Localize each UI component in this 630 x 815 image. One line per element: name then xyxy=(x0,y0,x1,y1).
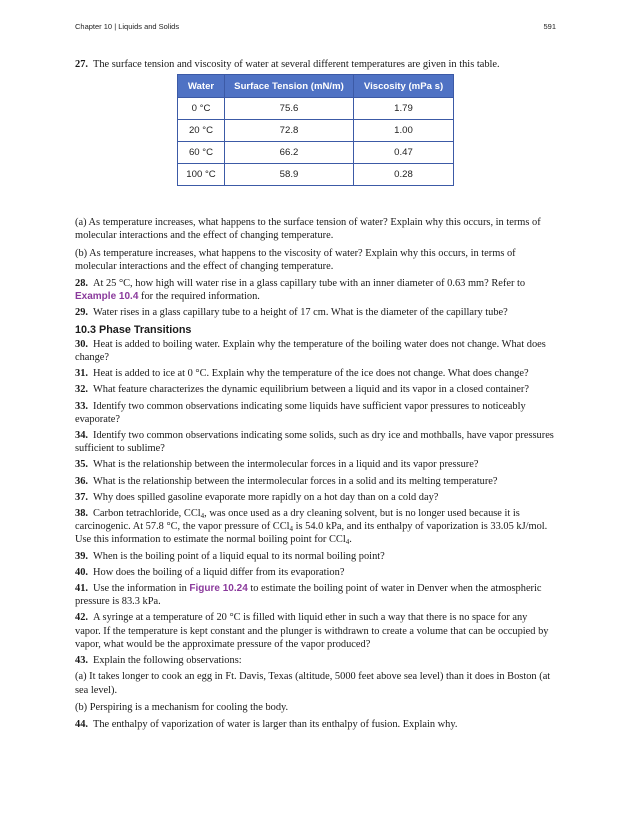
question-number: 32. xyxy=(75,384,88,396)
question-number: 39. xyxy=(75,550,88,562)
question-number: 36. xyxy=(75,475,88,487)
table-cell-viscosity: 1.79 xyxy=(354,98,454,120)
question-text: Heat is added to boiling water. Explain why the temperature of the boiling water does not change. What does change? xyxy=(75,338,546,364)
question-number: 43. xyxy=(75,655,88,667)
question-text: , was once used as a dry cleaning solvent, but is no longer used because it is carcinogenic. At 57.8 °C, the vapor pressure of CCl xyxy=(75,508,520,533)
table-row xyxy=(178,98,454,120)
table-header-surface-tension: Surface Tension (mN/m) xyxy=(225,75,354,98)
question-text: Heat is added to ice at 0 °C. Explain why the temperature of the ice does not change. What does change? xyxy=(93,368,529,380)
question-number: 44. xyxy=(75,718,88,730)
table-cell-surface-tension: 72.8 xyxy=(225,120,354,142)
question-32 xyxy=(75,383,555,396)
subscript: 4 xyxy=(200,512,205,521)
table-cell-temperature: 60 °C xyxy=(178,142,225,164)
question-number: 38. xyxy=(75,508,88,520)
question-text: Carbon tetrachloride, CCl xyxy=(93,508,201,520)
question-number: 31. xyxy=(75,368,88,380)
question-number: 37. xyxy=(75,491,88,503)
question-text: What feature characterizes the dynamic equilibrium between a liquid and its vapor in a closed container? xyxy=(93,384,529,396)
water-properties-table xyxy=(177,74,454,186)
question-number: 30. xyxy=(75,338,88,350)
question-number: 41. xyxy=(75,583,88,595)
question-34 xyxy=(75,429,555,455)
question-text: Water rises in a glass capillary tube to a height of 17 cm. What is the diameter of the capillary tube? xyxy=(93,307,508,319)
question-42 xyxy=(75,611,555,651)
question-text: At 25 °C, how high will water rise in a glass capillary tube with an inner diameter of 0.63 mm? Refer to xyxy=(93,278,526,290)
table-cell-viscosity: 0.28 xyxy=(354,164,454,186)
question-text-continued: for the required information. xyxy=(140,291,260,303)
question-number: 35. xyxy=(75,459,88,471)
question-27-part-b: (b) As temperature increases, what happens to the viscosity of water? Explain why this occurs, in terms of molecular interactions and the effect of changing temperature. xyxy=(75,247,516,272)
question-text: The enthalpy of vaporization of water is larger than its enthalpy of fusion. Explain why. xyxy=(93,718,458,730)
question-44 xyxy=(75,718,555,731)
table-row xyxy=(178,164,454,186)
table-row xyxy=(178,142,454,164)
question-text: Why does spilled gasoline evaporate more rapidly on a hot day than on a cold day? xyxy=(93,491,439,503)
question-40 xyxy=(75,566,555,579)
question-39 xyxy=(75,550,555,563)
table-cell-surface-tension: 58.9 xyxy=(225,164,354,186)
question-number: 29. xyxy=(75,307,88,319)
page-content xyxy=(75,58,555,734)
question-43-part-a: (a) It takes longer to cook an egg in Ft. Davis, Texas (altitude, 5000 feet above sea level) than it does in Boston (at sea level). xyxy=(75,671,551,696)
question-text: When is the boiling point of a liquid equal to its normal boiling point? xyxy=(93,550,385,562)
question-43-part-b: (b) Perspiring is a mechanism for cooling the body. xyxy=(75,701,289,713)
question-33 xyxy=(75,400,555,426)
question-35 xyxy=(75,458,555,471)
question-number: 40. xyxy=(75,566,88,578)
question-text: Identify two common observations indicating some liquids have sufficient vapor pressures to noticeably evaporate? xyxy=(75,400,526,425)
page-number: 591 xyxy=(543,22,556,31)
table-row xyxy=(178,120,454,142)
question-38 xyxy=(75,507,555,547)
table-cell-surface-tension: 75.6 xyxy=(225,98,354,120)
example-10-4-link[interactable]: Example 10.4 xyxy=(75,291,139,303)
question-text: Identify two common observations indicating some solids, such as dry ice and mothballs, have vapor pressures sufficient to sublime? xyxy=(75,430,554,455)
question-text: Explain the following observations: xyxy=(93,655,242,667)
question-text: The surface tension and viscosity of water at several different temperatures are given in this table. xyxy=(93,59,500,70)
table-cell-viscosity: 0.47 xyxy=(354,142,454,164)
question-31 xyxy=(75,367,555,380)
question-27-part-a: (a) As temperature increases, what happens to the surface tension of water? Explain why this occurs, in terms of molecular interactions and the effect of changing temperature. xyxy=(75,217,541,242)
table-header-viscosity: Viscosity (mPa s) xyxy=(354,75,454,98)
table-header-water: Water xyxy=(178,75,225,98)
question-number: 27. xyxy=(75,59,88,70)
chapter-title: Chapter 10 | Liquids and Solids xyxy=(75,22,180,31)
question-text: What is the relationship between the intermolecular forces in a liquid and its vapor pressure? xyxy=(93,459,479,471)
question-text: . xyxy=(349,534,352,546)
table-cell-temperature: 100 °C xyxy=(178,164,225,186)
question-27 xyxy=(75,58,555,71)
table-cell-temperature: 20 °C xyxy=(178,120,225,142)
figure-10-24-link[interactable]: Figure 10.24 xyxy=(189,583,248,595)
table-cell-surface-tension: 66.2 xyxy=(225,142,354,164)
question-29 xyxy=(75,306,555,319)
question-36 xyxy=(75,475,555,488)
question-41 xyxy=(75,582,555,608)
table-header-row xyxy=(178,75,454,98)
question-text: How does the boiling of a liquid differ from its evaporation? xyxy=(93,566,345,578)
question-43 xyxy=(75,654,555,667)
table-cell-temperature: 0 °C xyxy=(178,98,225,120)
question-number: 28. xyxy=(75,278,88,290)
question-text: Use the information in xyxy=(93,583,187,595)
question-number: 34. xyxy=(75,430,88,442)
question-30 xyxy=(75,338,555,364)
question-number: 33. xyxy=(75,400,88,412)
question-28 xyxy=(75,277,555,303)
question-text: is 54.0 kPa, and its enthalpy of vaporization is 33.05 kJ/mol. Use this information to estimate the normal boiling point for CCl xyxy=(75,521,548,546)
question-text-continued: to estimate the boiling point of water in Denver when the atmospheric pressure is 83.3 kPa. xyxy=(75,583,542,608)
question-text: What is the relationship between the intermolecular forces in a solid and its melting temperature? xyxy=(93,475,498,487)
table-cell-viscosity: 1.00 xyxy=(354,120,454,142)
question-text: A syringe at a temperature of 20 °C is filled with liquid ether in such a way that there is no space for any vapor. If the temperature is kept constant and the plunger is withdrawn to create a volume that can be occupied by vapor, what would be the approximate pressure of the vapor produced? xyxy=(75,612,549,650)
subscript: 4 xyxy=(289,525,294,534)
question-37 xyxy=(75,491,555,504)
section-title: 10.3 Phase Transitions xyxy=(75,323,192,336)
question-number: 42. xyxy=(75,612,88,624)
subscript: 4 xyxy=(345,538,350,547)
